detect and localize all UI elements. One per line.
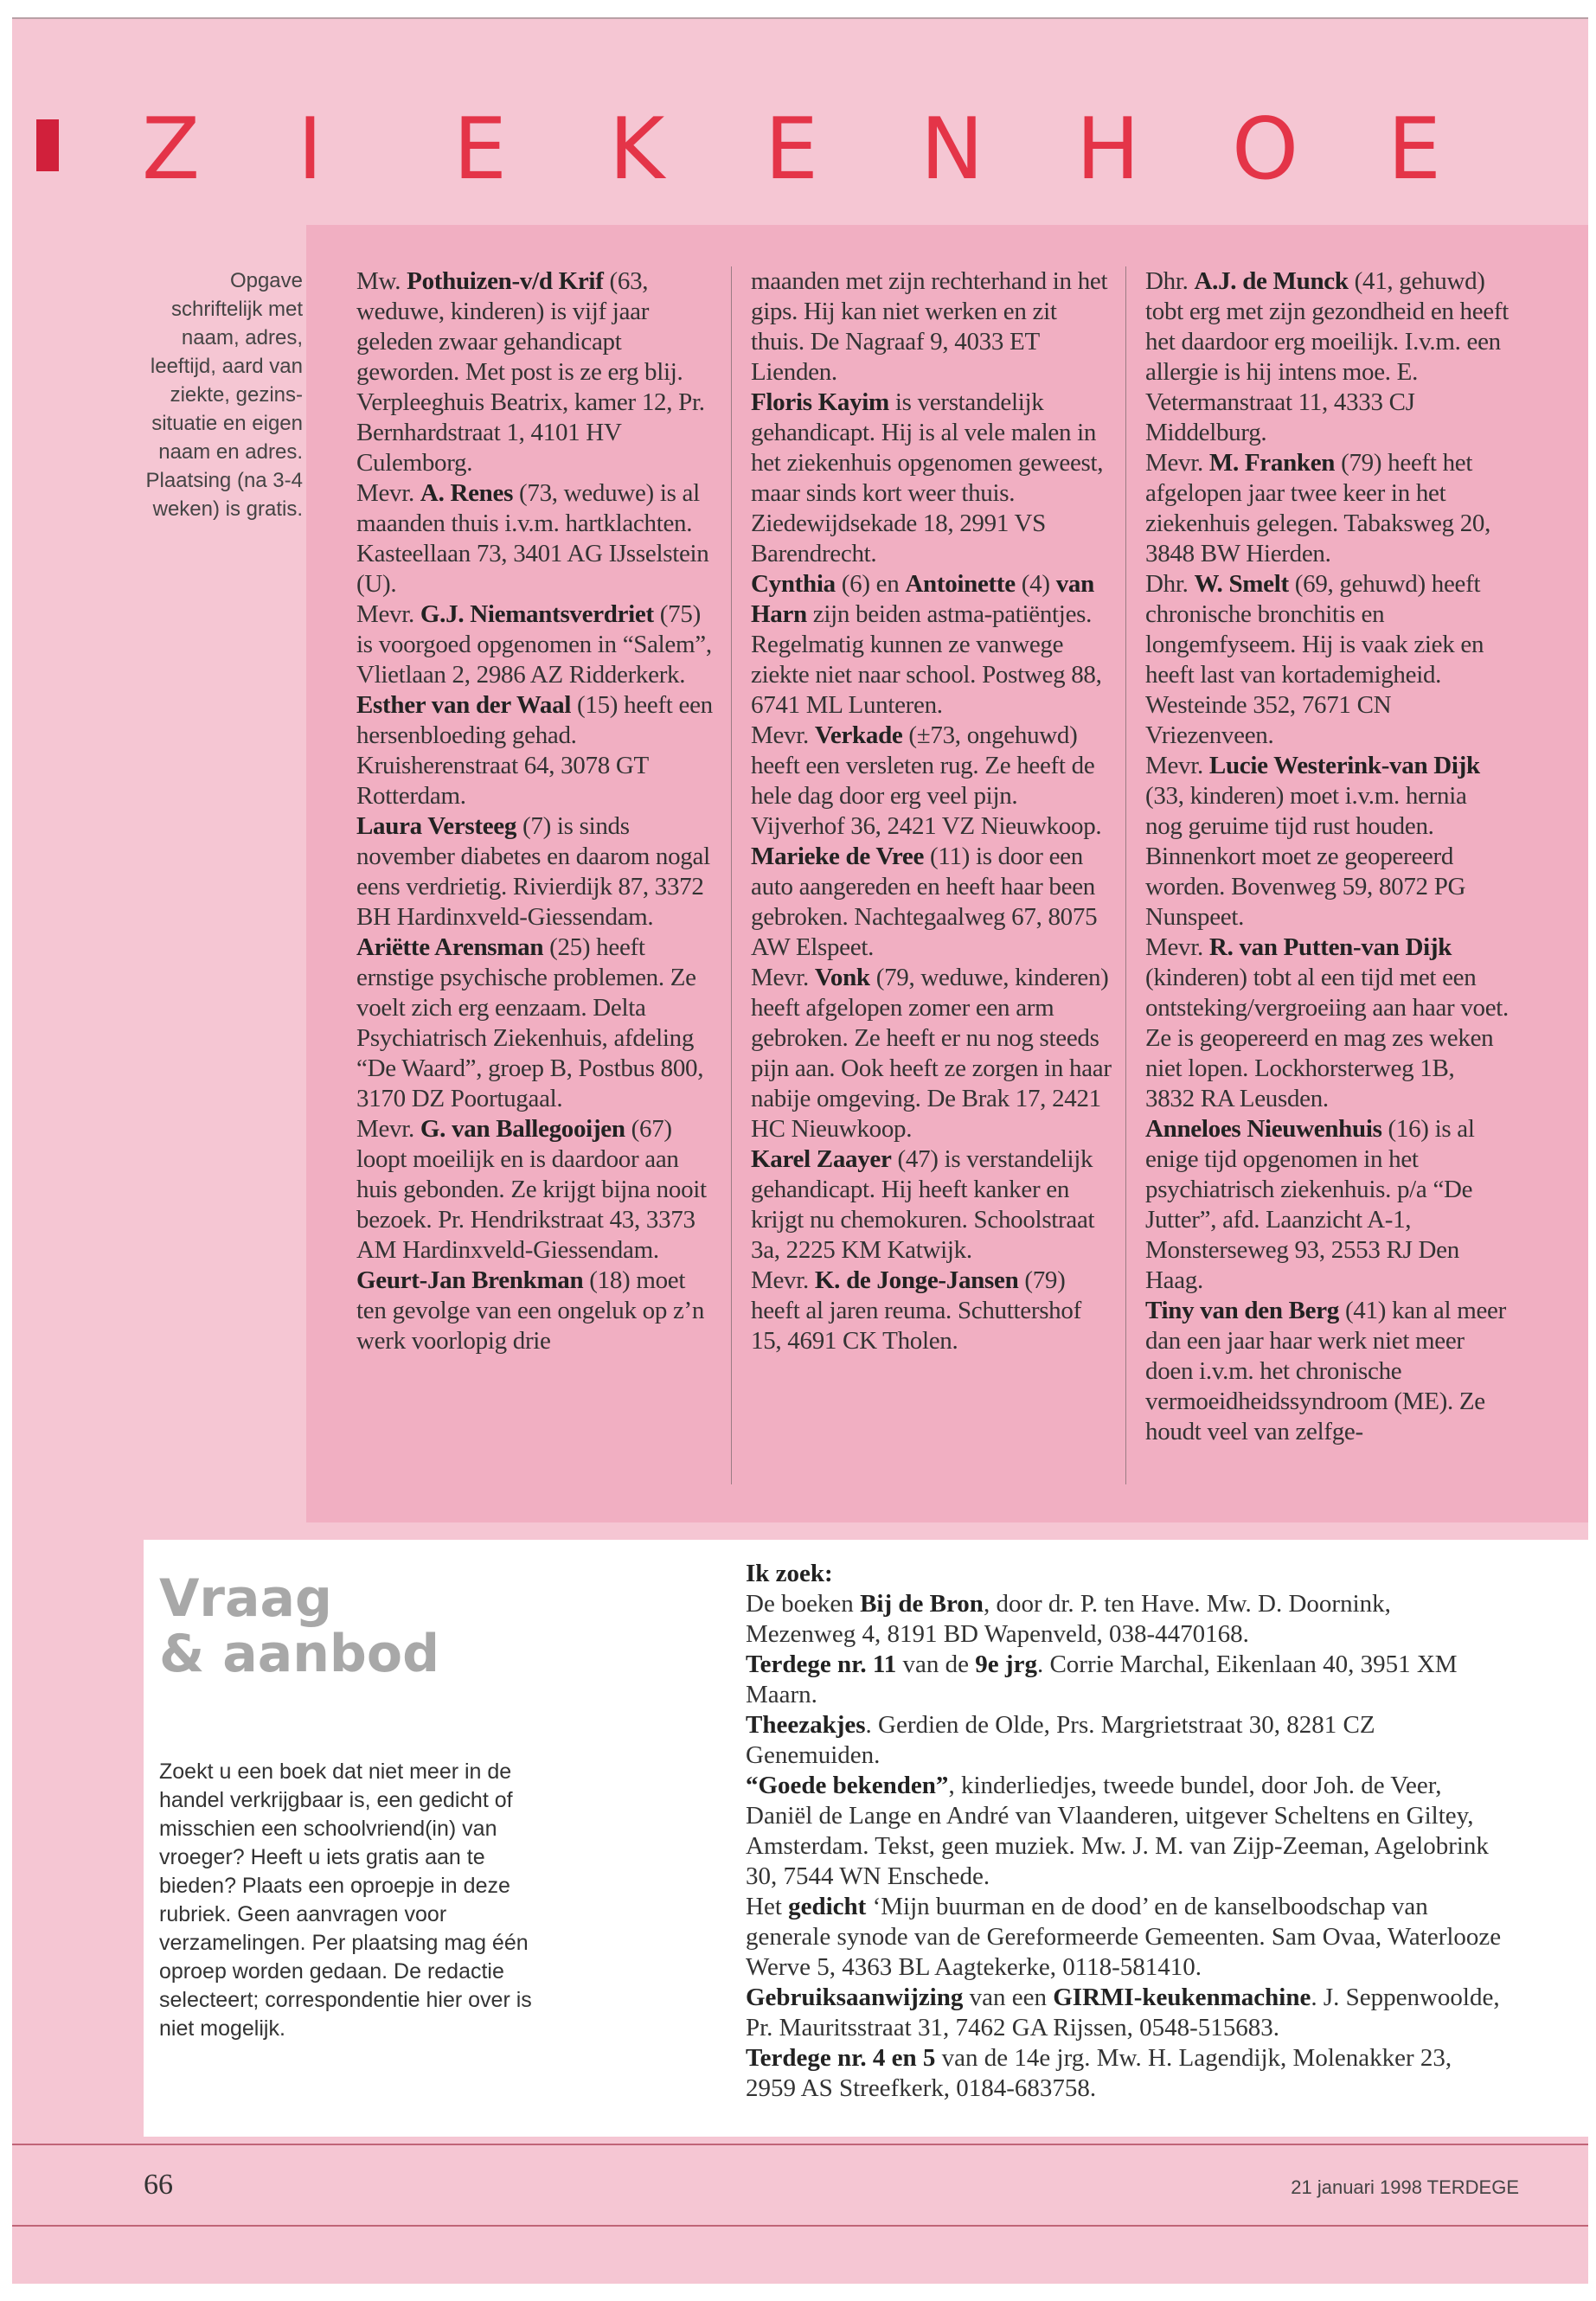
person-name: W. Smelt [1194, 570, 1289, 598]
person-name: Cynthia [751, 570, 836, 598]
notice-text: (73, weduwe) is al maanden thuis i.v.m. hartklachten. Kasteellaan 73, 3401 AG IJsselstein (U). [356, 479, 709, 598]
heading-letter: E [765, 100, 818, 199]
person-name: van Harn [751, 570, 1094, 628]
person-name: Ariëtte Arensman [356, 933, 544, 961]
magazine-page [12, 17, 1588, 2284]
notice-text: Mevr. [356, 600, 420, 628]
notice-text: (67) loopt moeilijk en is daardoor aan huis gebonden. Ze krijgt bijna nooit bezoek. Pr. Hendrikstraat 43, 3373 AM Hardinxveld-Giessendam. [356, 1115, 707, 1264]
notice-entry [746, 1650, 1507, 1710]
person-name: Karel Zaayer [751, 1145, 892, 1173]
notice-text: Mevr. [751, 1266, 815, 1294]
notice-entry [356, 1114, 720, 1266]
notice-text: (15) heeft een hersenbloeding gehad. Kruisherenstraat 64, 3078 GT Rotterdam. [356, 691, 713, 810]
notice-text: Mevr. [1145, 449, 1209, 477]
person-name: Lucie Westerink-van Dijk [1208, 752, 1480, 779]
supply-demand-box [144, 1540, 1588, 2137]
notice-text: Mevr. [1145, 752, 1209, 779]
person-name: A. Renes [420, 479, 514, 507]
sick-notices-panel [306, 225, 1588, 1522]
notice-text: is verstandelijk gehandicapt. Hij is al vele malen in het ziekenhuis opgenomen geweest, maar sinds kort weer thuis. Ziedewijdsekade 18, 2991 VS Barendrecht. [751, 388, 1104, 567]
notice-text: (75) is voorgoed opgenomen in “Salem”, Vlietlaan 2, 2986 AZ Ridderkerk. [356, 600, 712, 689]
notice-text: (33, kinderen) moet i.v.m. hernia nog geruime tijd rust houden. Binnenkort moet ze geopereerd worden. Bovenweg 59, 8072 PG Nunspeet. [1145, 782, 1467, 931]
notice-text: Mevr. [356, 1115, 420, 1143]
notice-text: (4) [1015, 570, 1056, 598]
person-name: 9e jrg [975, 1650, 1037, 1678]
notice-entry [1145, 1114, 1509, 1296]
footer-rule [12, 2225, 1588, 2227]
notice-text: Mevr. [751, 964, 815, 991]
notice-entry [1145, 933, 1509, 1114]
person-name: Verkade [814, 721, 903, 749]
person-name: A.J. de Munck [1194, 267, 1349, 295]
notice-text: . Gerdien de Olde, Prs. Margrietstraat 30, 8281 CZ Genemuiden. [746, 1711, 1375, 1769]
heading-letter: H [1076, 100, 1140, 199]
requests-heading: Ik zoek: [746, 1560, 833, 1587]
person-name: Anneloes Nieuwenhuis [1145, 1115, 1382, 1143]
notice-text: . J. Seppenwoolde, Pr. Mauritsstraat 31, 7462 GA Rijssen, 0548-515683. [746, 1984, 1500, 2041]
notice-text: , door dr. P. ten Have. Mw. D. Doornink, Mezenweg 4, 8191 BD Wapenveld, 038-4470168. [746, 1590, 1391, 1648]
title-line: & aanbod [159, 1624, 440, 1684]
footer-rule [12, 2144, 1588, 2145]
person-name: Esther van der Waal [356, 691, 572, 719]
notice-text: . Corrie Marchal, Eikenlaan 40, 3951 XM Maarn. [746, 1650, 1458, 1708]
person-name: G. van Ballegooijen [420, 1115, 625, 1143]
notice-entry [746, 1892, 1507, 1983]
notice-text: zijn beiden astma-patiëntjes. Regelmatig kunnen ze vanwege ziekte niet naar school. Postweg 88, 6741 ML Lunteren. [751, 600, 1102, 719]
notice-text: Mevr. [1145, 933, 1209, 961]
notice-text: (6) en [835, 570, 906, 598]
person-name: M. Franken [1208, 449, 1336, 477]
person-name: Tiny van den Berg [1145, 1297, 1339, 1324]
heading-letter: E [453, 100, 507, 199]
supply-demand-intro: Zoekt u een boek dat niet meer in de handel verkrijgbaar is, een gedicht of misschien een schoolvriend(in) van vroeger? Heeft u iets gratis aan te bieden? Plaats een oproepje in deze rubriek. Geen aanvragen voor verzamelingen. Per plaatsing mag één oproep worden gedaan. De redactie selecteert; correspondentie hier over is niet mogelijk. [159, 1759, 532, 2041]
notice-text: Mw. [356, 267, 407, 295]
person-name: Bij de Bron [860, 1590, 984, 1618]
page-number: 66 [144, 2169, 173, 2201]
notice-text: De boeken [746, 1590, 861, 1618]
notice-text: (69, gehuwd) heeft chronische bronchitis en longemfyseem. Hij is vaak ziek en heeft last van kortademigheid. Westeinde 352, 7671 CN Vriezenveen. [1145, 570, 1484, 749]
person-name: Terdege nr. 4 en 5 [746, 2044, 936, 2072]
person-name: Geurt-Jan Brenkman [356, 1266, 584, 1294]
notice-text: van de [896, 1650, 976, 1678]
notice-text: Dhr. [1145, 570, 1195, 598]
notice-text: Mevr. [751, 721, 815, 749]
notice-text: ‘Mijn buurman en de dood’ en de kanselboodschap van generale synode van de Gereformeerde Gemeenten. Sam Ovaa, Waterlooze Werve 5, 4363 BL Aagtekerke, 0118-581410. [746, 1893, 1502, 1981]
notice-text: (79) heeft al jaren reuma. Schuttershof 15, 4691 CK Tholen. [751, 1266, 1081, 1355]
notice-text: maanden met zijn rechterhand in het gips. Hij kan niet werken en zit thuis. De Nagraaf 9, 4033 ET Lienden. [751, 267, 1108, 386]
issue-credit: 21 januari 1998 TERDEGE [1291, 2176, 1519, 2198]
heading-letter: E [1388, 100, 1441, 199]
request-list [746, 1559, 1507, 2104]
heading-letter: N [920, 100, 984, 199]
notice-text: (kinderen) tobt al een tijd met een ontsteking/vergroeiing aan haar voet. Ze is geopereerd en mag zes weken niet lopen. Lockhorsterweg 1B, 3832 RA Leusden. [1145, 964, 1509, 1112]
top-rule [12, 17, 1588, 19]
notice-text: (41) kan al meer dan een jaar haar werk niet meer doen i.v.m. het chronische vermoeidheidssyndroom (ME). Ze houdt veel van zelfge- [1145, 1297, 1506, 1445]
notices-column-1 [356, 266, 720, 1356]
notice-entry [356, 933, 720, 1114]
heading-letter: I [298, 100, 323, 199]
notice-text: Dhr. [1145, 267, 1195, 295]
notice-text: Mevr. [356, 479, 420, 507]
supply-demand-title [159, 1568, 592, 1684]
notice-text: (7) is sinds november diabetes en daarom nogal eens verdrietig. Rivierdijk 87, 3372 BH Hardinxveld-Giessendam. [356, 812, 710, 931]
person-name: Gebruiksaanwijzing [746, 1984, 964, 2011]
notice-text: , kinderliedjes, tweede bundel, door Joh. de Veer, Daniël de Lange en André van Vlaanderen, uitgever Scheltens en Giltey, Amsterdam. Tekst, geen muziek. Mw. J. M. van Zijp-Zeeman, Agelobrink 30, 7544 WN Enschede. [746, 1772, 1489, 1890]
notice-entry [356, 266, 720, 478]
notice-text: (79) heeft het afgelopen jaar twee keer in het ziekenhuis gelegen. Tabaksweg 20, 3848 BW Hierden. [1145, 449, 1491, 567]
notice-text: (63, weduwe, kinderen) is vijf jaar geleden zwaar gehandicapt geworden. Met post is ze erg blij. Verpleeghuis Beatrix, kamer 12, Pr. Bernhardstraat 1, 4101 HV Culemborg. [356, 267, 705, 477]
notice-entry [751, 388, 1114, 569]
column-divider [1125, 266, 1126, 1484]
notice-text: (16) is al enige tijd opgenomen in het psychiatrisch ziekenhuis. p/a “De Jutter”, afd. Laanzicht A-1, Monsterseweg 93, 2553 RJ Den Haag. [1145, 1115, 1475, 1294]
notice-entry [356, 690, 720, 811]
notice-entry [1145, 1296, 1509, 1447]
person-name: R. van Putten-van Dijk [1208, 933, 1452, 961]
heading-letter: O [1232, 100, 1299, 199]
notice-entry [751, 569, 1114, 721]
person-name: Pothuizen-v/d Krif [407, 267, 604, 295]
person-name: K. de Jonge-Jansen [814, 1266, 1019, 1294]
person-name: Vonk [814, 964, 870, 991]
notice-entry [1145, 448, 1509, 569]
person-name: Marieke de Vree [751, 843, 925, 870]
title-line: Vraag [159, 1568, 332, 1629]
person-name: Antoinette [905, 570, 1016, 598]
notice-entry [356, 811, 720, 933]
submission-instructions: Opgave schriftelijk met naam, adres, leeftijd, aard van ziekte, gezins-situatie en eigen naam en adres. Plaatsing (na 3-4 weken) is gratis. [145, 269, 303, 521]
notice-text: Het [746, 1893, 789, 1920]
notice-entry [356, 599, 720, 690]
person-name: Terdege nr. 11 [746, 1650, 897, 1678]
notice-entry [746, 1589, 1507, 1650]
person-name: gedicht [788, 1893, 867, 1920]
notice-text: (79, weduwe, kinderen) heeft afgelopen zomer een arm gebroken. Ze heeft er nu nog steeds pijn aan. Ook heeft ze zorgen in haar nabije omgeving. De Brak 17, 2421 HC Nieuwkoop. [751, 964, 1112, 1143]
notice-text: (47) is verstandelijk gehandicapt. Hij heeft kanker en krijgt nu chemokuren. Schoolstraat 3a, 2225 KM Katwijk. [751, 1145, 1095, 1264]
person-name: Laura Versteeg [356, 812, 517, 840]
notice-text: van de 14e jrg. Mw. H. Lagendijk, Molenakker 23, 2959 AS Streefkerk, 0184-683758. [746, 2044, 1452, 2102]
notice-text: (±73, ongehuwd) heeft een versleten rug. Ze heeft de hele dag door erg veel pijn. Vijverhof 36, 2421 VZ Nieuwkoop. [751, 721, 1102, 840]
notice-entry [1145, 569, 1509, 751]
notice-entry [746, 1710, 1507, 1771]
notice-entry [1145, 751, 1509, 933]
notice-text: (41, gehuwd) tobt erg met zijn gezondheid en heeft het daardoor erg moeilijk. I.v.m. een allergie is hij intens moe. E. Vetermanstraat 11, 4333 CJ Middelburg. [1145, 267, 1509, 446]
person-name: Floris Kayim [751, 388, 889, 416]
notice-entry [746, 1983, 1507, 2043]
notice-entry [751, 842, 1114, 963]
notice-text: (18) moet ten gevolge van een ongeluk op z’n werk voorlopig drie [356, 1266, 705, 1355]
notices-column-3 [1145, 266, 1509, 1447]
notice-entry [746, 2043, 1507, 2104]
notice-text: van een [963, 1984, 1054, 2011]
notices-column-2 [751, 266, 1114, 1356]
notice-entry [751, 1144, 1114, 1266]
column-divider [731, 266, 732, 1484]
person-name: Theezakjes [746, 1711, 866, 1739]
notice-text: (25) heeft ernstige psychische problemen. Ze voelt zich erg eenzaam. Delta Psychiatrisch Ziekenhuis, afdeling “De Waard”, groep B, Postbus 800, 3170 DZ Poortugaal. [356, 933, 704, 1112]
person-name: G.J. Niemantsverdriet [420, 600, 654, 628]
notice-entry [751, 963, 1114, 1144]
person-name: “Goede bekenden” [746, 1772, 949, 1799]
notice-entry [356, 478, 720, 599]
notice-entry [1145, 266, 1509, 448]
notice-entry [751, 721, 1114, 842]
person-name: GIRMI-keukenmachine [1053, 1984, 1311, 2011]
notice-entry [751, 266, 1114, 388]
heading-letter: Z [142, 100, 201, 199]
section-heading [142, 102, 1588, 197]
heading-letter: K [609, 100, 665, 199]
section-marker [36, 119, 59, 171]
notice-text: (11) is door een auto aangereden en heeft haar been gebroken. Nachtegaalweg 67, 8075 AW Elspeet. [751, 843, 1098, 961]
notice-entry [751, 1266, 1114, 1356]
notice-entry [356, 1266, 720, 1356]
notice-entry [746, 1771, 1507, 1892]
